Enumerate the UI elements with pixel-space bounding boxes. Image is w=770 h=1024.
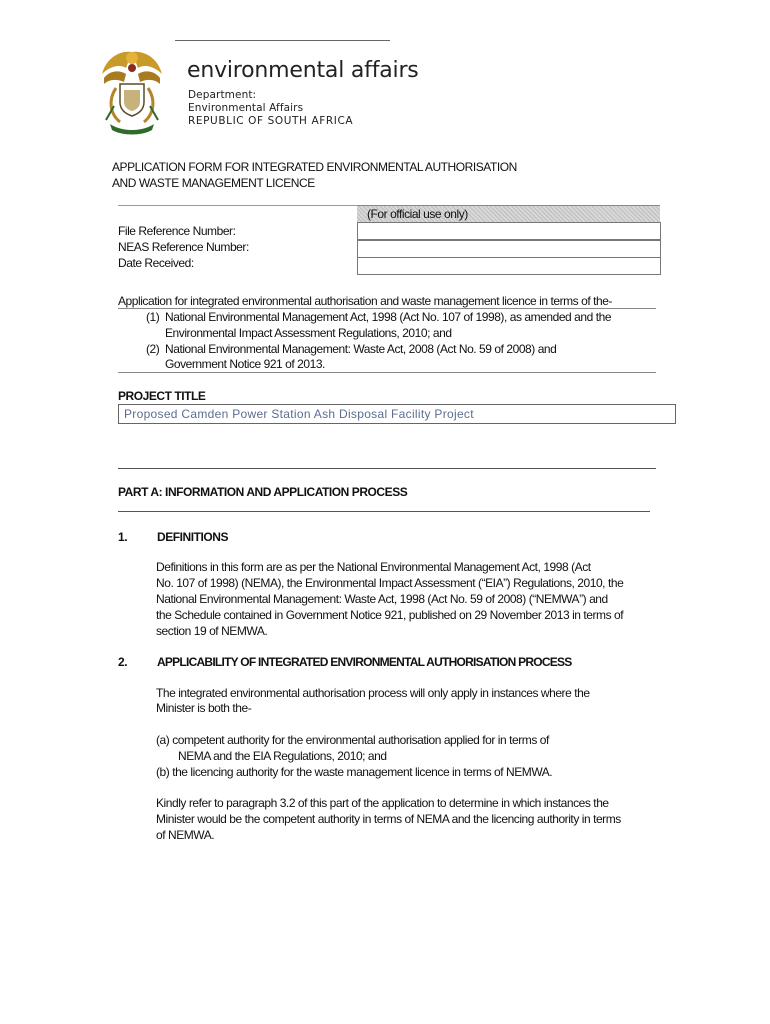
department-label: Department: bbox=[188, 89, 257, 101]
country-name: REPUBLIC OF SOUTH AFRICA bbox=[188, 115, 354, 127]
brand-title: environmental affairs bbox=[187, 58, 419, 83]
header-divider bbox=[175, 40, 390, 41]
part-a-heading: PART A: INFORMATION AND APPLICATION PROCESS bbox=[118, 485, 408, 499]
section2-item-a-line2: NEMA and the EIA Regulations, 2010; and bbox=[178, 749, 387, 763]
section1-line4: the Schedule contained in Government Notice 921, published on 29 November 2013 in terms of bbox=[156, 608, 624, 622]
section1-line1: Definitions in this form are as per the National Environmental Management Act, 1998 (Act bbox=[156, 560, 591, 574]
item1-line1: National Environmental Management Act, 1998 (Act No. 107 of 1998), as amended and the bbox=[165, 310, 612, 324]
project-title-heading: PROJECT TITLE bbox=[118, 389, 206, 403]
project-title-value: Proposed Camden Power Station Ash Disposal Facility Project bbox=[124, 407, 474, 421]
part-a-top-rule bbox=[118, 468, 656, 469]
part-a-bottom-rule bbox=[118, 511, 650, 512]
section2-para1-line1: The integrated environmental authorisation process will only apply in instances where the bbox=[156, 686, 590, 700]
items-rule bbox=[118, 372, 656, 373]
form-title-line2: AND WASTE MANAGEMENT LICENCE bbox=[112, 176, 315, 190]
section2-para2-line3: of NEMWA. bbox=[156, 828, 215, 842]
application-intro: Application for integrated environmental authorisation and waste management licence in terms of the- bbox=[118, 294, 612, 308]
item1-line2: Environmental Impact Assessment Regulations, 2010; and bbox=[165, 326, 452, 340]
file-reference-label: File Reference Number: bbox=[118, 224, 236, 238]
section2-para2-line1: Kindly refer to paragraph 3.2 of this part of the application to determine in which instances the bbox=[156, 796, 609, 810]
section1-line3: National Environmental Management: Waste Act, 1998 (Act No. 59 of 2008) (“NEMWA”) and bbox=[156, 592, 608, 606]
item2-num: (2) bbox=[146, 342, 160, 356]
official-use-heading: (For official use only) bbox=[357, 205, 660, 222]
file-reference-input[interactable] bbox=[357, 222, 661, 240]
section2-para2-line2: Minister would be the competent authority in terms of NEMA and the licencing authority in terms bbox=[156, 812, 621, 826]
item2-line2: Government Notice 921 of 2013. bbox=[165, 357, 325, 371]
section2-number: 2. bbox=[118, 655, 128, 669]
section2-heading: APPLICABILITY OF INTEGRATED ENVIRONMENTAL AUTHORISATION PROCESS bbox=[157, 655, 572, 669]
item1-num: (1) bbox=[146, 310, 160, 324]
section2-item-a-line1: (a) competent authority for the environmental authorisation applied for in terms of bbox=[156, 733, 549, 747]
department-name: Environmental Affairs bbox=[188, 102, 304, 114]
section1-heading: DEFINITIONS bbox=[157, 530, 229, 544]
section2-item-b: (b) the licencing authority for the waste management licence in terms of NEMWA. bbox=[156, 765, 553, 779]
neas-reference-input[interactable] bbox=[357, 240, 661, 258]
neas-reference-label: NEAS Reference Number: bbox=[118, 240, 249, 254]
section1-line5: section 19 of NEMWA. bbox=[156, 624, 268, 638]
section2-para1-line2: Minister is both the- bbox=[156, 701, 252, 715]
official-rule bbox=[118, 205, 358, 206]
form-title-line1: APPLICATION FORM FOR INTEGRATED ENVIRONMENTAL AUTHORISATION bbox=[112, 160, 517, 174]
item2-line1: National Environmental Management: Waste Act, 2008 (Act No. 59 of 2008) and bbox=[165, 342, 557, 356]
date-received-input[interactable] bbox=[357, 257, 661, 275]
coat-of-arms-logo bbox=[96, 44, 168, 136]
project-title-field[interactable] bbox=[118, 404, 676, 424]
section1-line2: No. 107 of 1998) (NEMA), the Environmental Impact Assessment (“EIA”) Regulations, 2010, the bbox=[156, 576, 624, 590]
section1-number: 1. bbox=[118, 530, 128, 544]
date-received-label: Date Received: bbox=[118, 256, 194, 270]
